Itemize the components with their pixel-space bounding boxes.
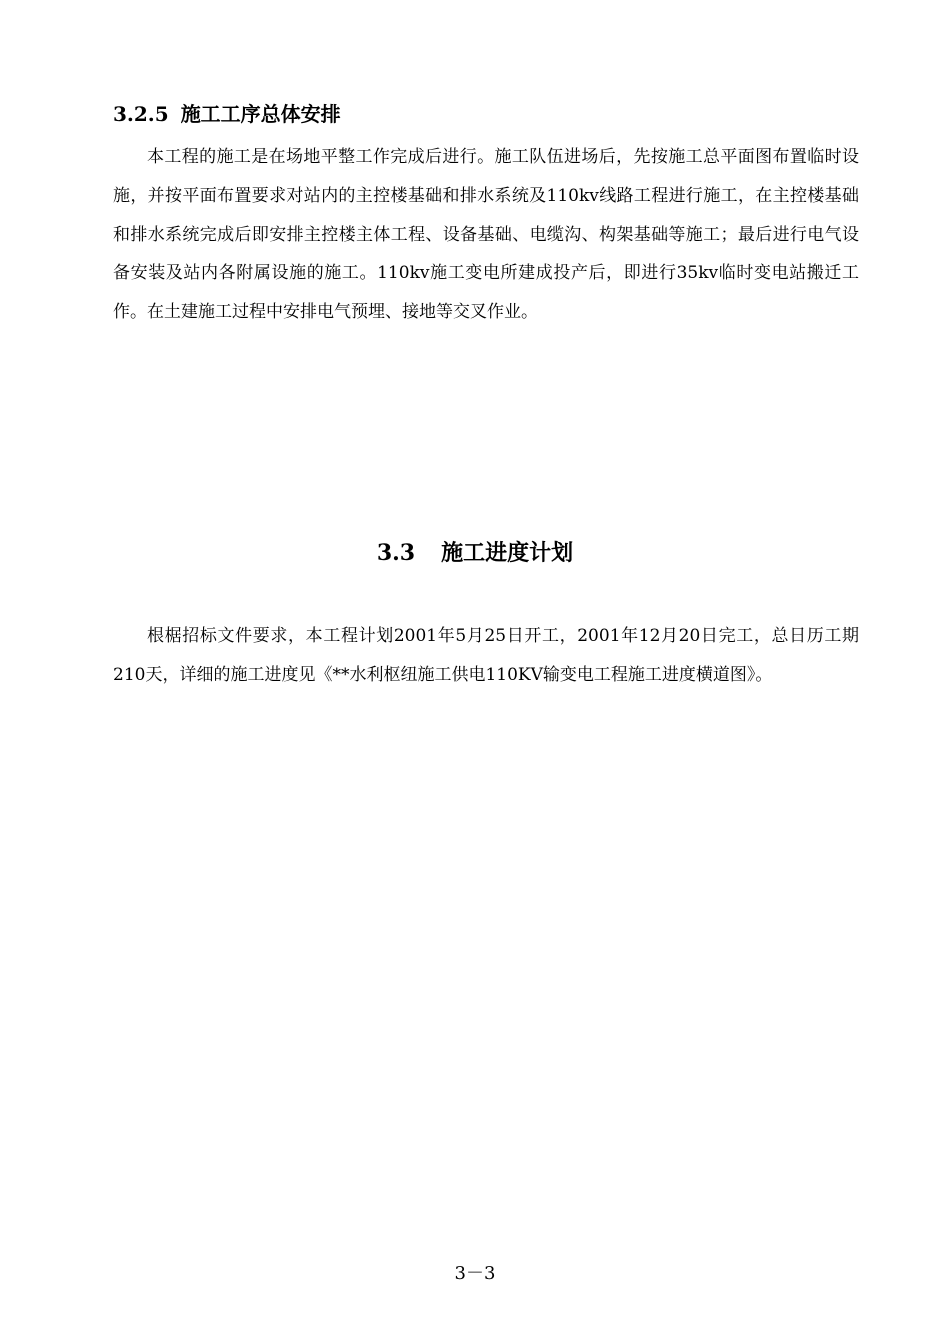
- section-heading-3-2-5: [113, 98, 341, 130]
- section-title: 施工进度计划: [441, 540, 574, 566]
- section-number: 3.2.5: [113, 102, 169, 126]
- section-3-3-paragraph: 根椐招标文件要求，本工程计划2001年5月25日开工，2001年12月20日完工，总日历工期210天，详细的施工进度见《**水利枢纽施工供电110KV输变电工程施工进度横道图》。: [113, 626, 859, 685]
- section-title: 施工工序总体安排: [180, 102, 341, 126]
- section-3-2-5-paragraph: 本工程的施工是在场地平整工作完成后进行。施工队伍进场后，先按施工总平面图布置临时设施，并按平面布置要求对站内的主控楼基础和排水系统及110kv线路工程进行施工，在主控楼基础和排水系统完成后即安排主控楼主体工程、设备基础、电缆沟、构架基础等施工；最后进行电气设备安装及站内各附属设施的施工。110kv施工变电所建成投产后，即进行35kv临时变电站搬迁工作。在土建施工过程中安排电气预埋、接地等交叉作业。: [113, 147, 859, 323]
- section-heading-3-3: [0, 536, 950, 570]
- page-number: 3－3: [454, 1263, 496, 1284]
- section-number: 3.3: [376, 540, 416, 566]
